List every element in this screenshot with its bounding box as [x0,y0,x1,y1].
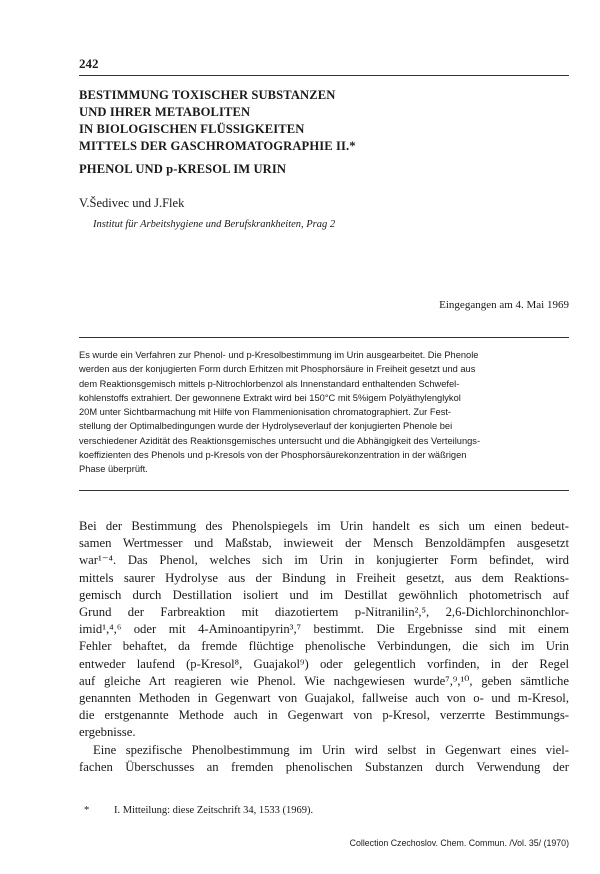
footnote-text: I. Mitteilung: diese Zeitschrift 34, 1533 (1969). [114,805,314,816]
body-line: Eine spezifische Phenolbestimmung im Urin wird selbst in Gegenwart eines viel- [93,742,569,757]
abstract-line: koeffizienten des Phenols und p-Kresols von der Phosphorsäurekonzentration in der wäßrigen [79,450,467,461]
page-number: 242 [79,56,99,71]
abstract-line: Es wurde ein Verfahren zur Phenol- und p-Kresolbestimmung im Urin ausgearbeitet. Die Phenole [79,350,479,360]
body-line: Bei der Bestimmung des Phenolspiegels im Urin handelt es sich um einen bedeut- [79,519,569,533]
body-line: auf gleiche Art reagieren wie Phenol. Wie nachgewiesen wurde⁷,⁹,¹⁰, geben sämtliche [79,673,569,688]
abstract-bottom-rule [79,490,569,491]
body-line: samen Wertmesser und Maßstab, inwieweit der Mensch Benzoldämpfen ausgesetzt [79,536,569,551]
footnote [84,805,313,816]
body-line: fachen Überschusses an fremden phenolischen Substanzen durch Verwendung der [79,759,569,774]
body-line: mittels saurer Hydrolyse aus der Bindung in Freiheit gesetzt, aus dem Reaktions- [79,570,569,585]
title-line: BESTIMMUNG TOXISCHER SUBSTANZEN [79,88,336,102]
body-line: ergebnisse. [79,725,136,740]
abstract-line: kohlenstoffs extrahiert. Der gewonnene Extrakt wird bei 150°C mit 5%igem Polyäthylenglykol [79,392,461,403]
body-line: gemisch durch Destillation isoliert und im Destillat gewöhnlich photometrisch auf [79,587,569,602]
abstract [79,348,567,477]
abstract-line: verschiedener Azidität des Reaktionsgemisches untersucht und die Abhängigkeit des Verteilungs- [79,435,481,446]
title-line: PHENOL UND p-KRESOL IM URIN [79,162,287,176]
body-line: genannten Methoden in Gegenwart von Guajakol, fallweise auch von o- und m-Kresol, [79,691,569,706]
abstract-line: Phase überprüft. [79,464,148,475]
institute: Institut für Arbeitshygiene und Berufskrankheiten, Prag 2 [93,219,336,230]
title-line: UND IHRER METABOLITEN [79,105,251,119]
body-line: Grund der Farbreaktion mit diazotiertem p-Nitranilin²,⁵, 2,6-Dichlorchinonchlor- [79,605,569,620]
abstract-line: dem Reaktionsgemisch mittels p-Nitrochlorbenzol als Innenstandard enthaltenden Schwefel- [79,378,460,389]
body-text [79,518,569,776]
body-line: Fehler behaftet, da fremde flüchtige phenolische Verbindungen, die sich im Urin [79,639,569,654]
journal-footer: Collection Czechoslov. Chem. Commun. /Vol. 35/ (1970) [349,838,569,848]
abstract-line: stellung der Optimalbedingungen wurde der Hydrolyseverlauf der konjugierten Phenole bei [79,421,453,432]
abstract-line: 20M unter Sichtbarmachung mit Hilfe von Flammenionisation chromatographiert. Zur Fest- [79,407,452,418]
body-line: imid¹,⁴,⁶ oder mit 4-Aminoantipyrin³,⁷ bestimmt. Die Ergebnisse sind mit einem [79,622,569,637]
abstract-line: werden aus der konjugierten Form durch Erhitzen mit Phosphorsäure in Freiheit gesetzt und aus [79,364,476,375]
authors: V.Šedivec und J.Flek [79,196,185,210]
footnote-marker: * [84,805,90,816]
body-line: entweder laufend (p-Kresol⁸, Guajakol⁹) oder gelegentlich vorfinden, in der Regel [79,656,569,671]
title-line: MITTELS DER GASCHROMATOGRAPHIE II.* [79,139,356,153]
body-line: war¹⁻⁴. Das Phenol, welches sich im Urin in konjugierter Form befindet, wird [79,553,569,568]
title-line: IN BIOLOGISCHEN FLÜSSIGKEITEN [79,122,305,136]
abstract-top-rule [79,337,569,338]
body-line: die erstgenannte Methode auch in Gegenwart von p-Kresol, verzerrte Bestimmungs- [79,708,569,723]
article-title [79,87,549,178]
received-date: Eingegangen am 4. Mai 1969 [439,299,569,311]
header-rule [79,75,569,76]
